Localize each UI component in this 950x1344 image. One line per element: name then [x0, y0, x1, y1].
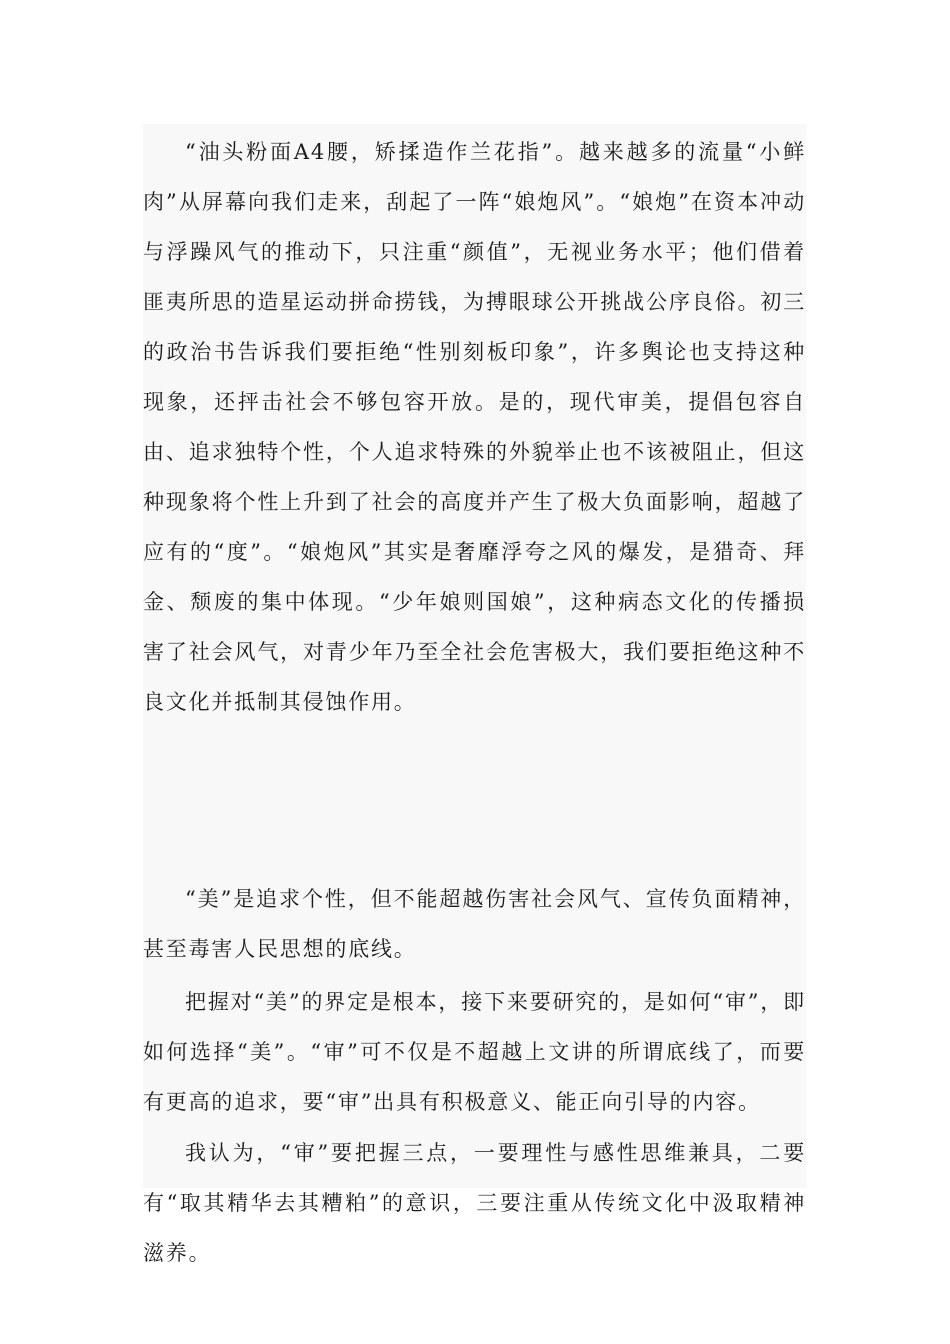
paragraph-3: 把握对“美”的界定是根本，接下来要研究的，是如何“审”，即如何选择“美”。“审”可不仅是不超越上文讲的所谓底线了，而要有更高的追求，要“审”出具有积极意义、能正向引导的内容。 [143, 990, 806, 1114]
essay-text-block [143, 124, 806, 1265]
paragraph-2: “美”是追求个性，但不能超越伤害社会风气、宣传负面精神，甚至毒害人民思想的底线。 [143, 887, 806, 961]
paragraph-4: 我认为，“审”要把握三点，一要理性与感性思维兼具，二要有“取其精华去其糟粕”的意识，三要注重从传统文化中汲取精神滋养。 [143, 1141, 806, 1265]
paragraph-1: “油头粉面A4腰，矫揉造作兰花指”。越来越多的流量“小鲜肉”从屏幕向我们走来，刮起了一阵“娘炮风”。“娘炮”在资本冲动与浮躁风气的推动下，只注重“颜值”，无视业务水平；他们借着匪夷所思的造星运动拼命捞钱，为搏眼球公开挑战公序良俗。初三的政治书告诉我们要拒绝“性别刻板印象”，许多舆论也支持这种现象，还抨击社会不够包容开放。是的，现代审美，提倡包容自由、追求独特个性，个人追求特殊的外貌举止也不该被阻止，但这种现象将个性上升到了社会的高度并产生了极大负面影响，超越了应有的“度”。“娘炮风”其实是奢靡浮夸之风的爆发，是猎奇、拜金、颓废的集中体现。“少年娘则国娘”，这种病态文化的传播损害了社会风气，对青少年乃至全社会危害极大，我们要拒绝这种不良文化并抵制其侵蚀作用。 [143, 140, 806, 714]
